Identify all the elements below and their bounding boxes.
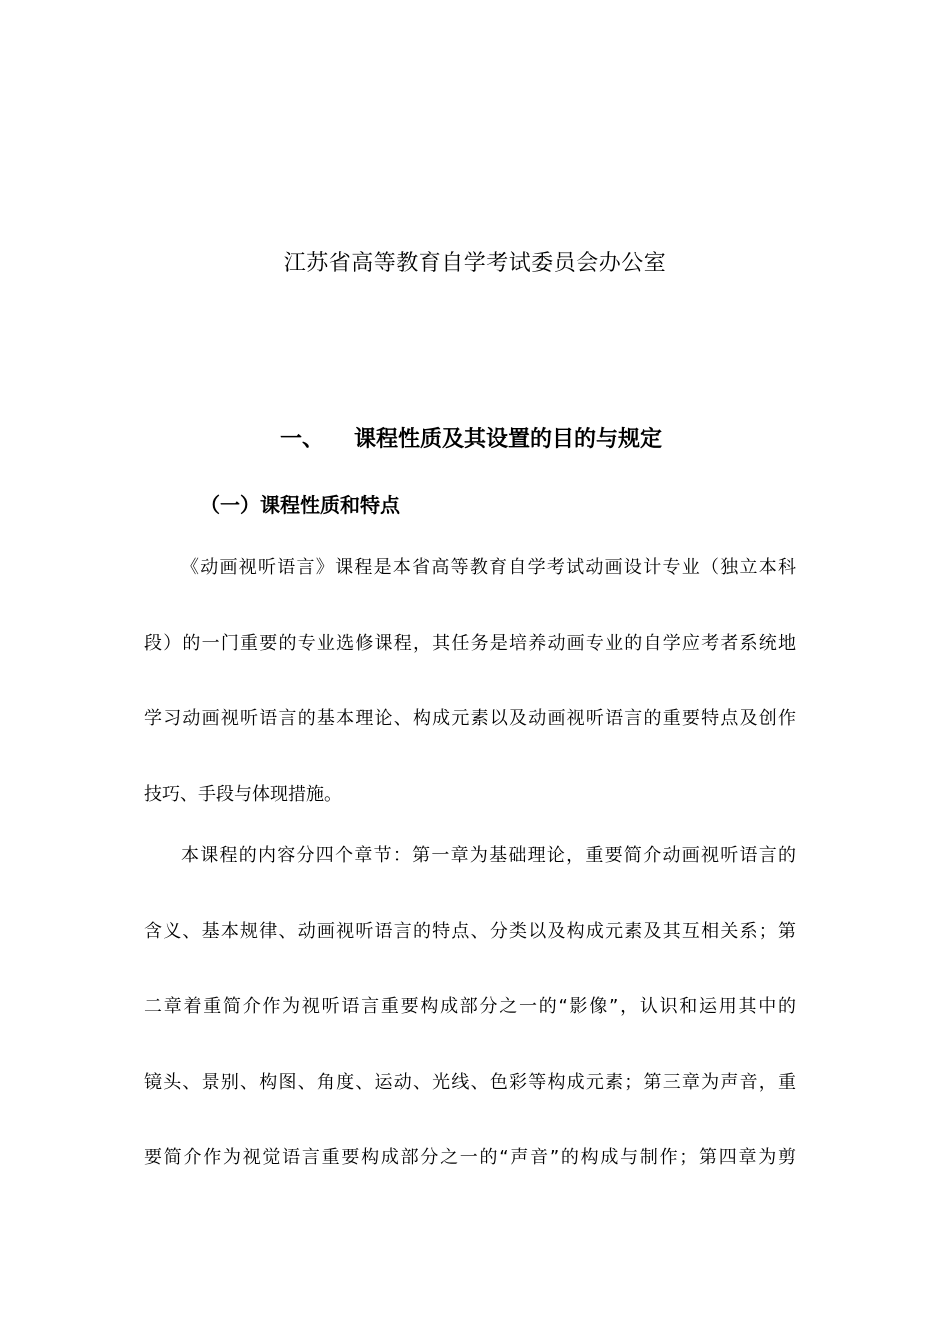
paragraph-line: 二章着重简介作为视听语言重要构成部分之一的“影像”，认识和运用其中的 <box>144 996 796 1017</box>
paragraph-line: 技巧、手段与体现措施。 <box>144 783 342 805</box>
paragraph-course-nature <box>144 530 796 832</box>
paragraph-line: 《动画视听语言》课程是本省高等教育自学考试动画设计专业（独立本科 <box>181 557 796 578</box>
paragraph-line: 含义、基本规律、动画视听语言的特点、分类以及构成元素及其互相关系；第 <box>144 920 796 942</box>
paragraph-line: 学习动画视听语言的基本理论、构成元素以及动画视听语言的重要特点及创作 <box>144 708 796 729</box>
paragraph-line: 本课程的内容分四个章节：第一章为基础理论，重要简介动画视听语言的 <box>181 845 796 866</box>
issuing-office: 江苏省高等教育自学考试委员会办公室 <box>283 251 667 276</box>
paragraph-line: 要简介作为视觉语言重要构成部分之一的“声音”的构成与制作；第四章为剪 <box>144 1147 796 1168</box>
section-heading <box>280 424 662 456</box>
section-number: 一、 <box>280 427 325 452</box>
paragraph-line: 段）的一门重要的专业选修课程，其任务是培养动画专业的自学应考者系统地 <box>144 632 796 654</box>
paragraph-course-content <box>144 818 796 1196</box>
section-title: 课程性质及其设置的目的与规定 <box>354 427 663 452</box>
paragraph-line: 镜头、景别、构图、角度、运动、光线、色彩等构成元素；第三章为声音，重 <box>144 1071 796 1093</box>
subsection-heading: （一）课程性质和特点 <box>200 493 400 517</box>
